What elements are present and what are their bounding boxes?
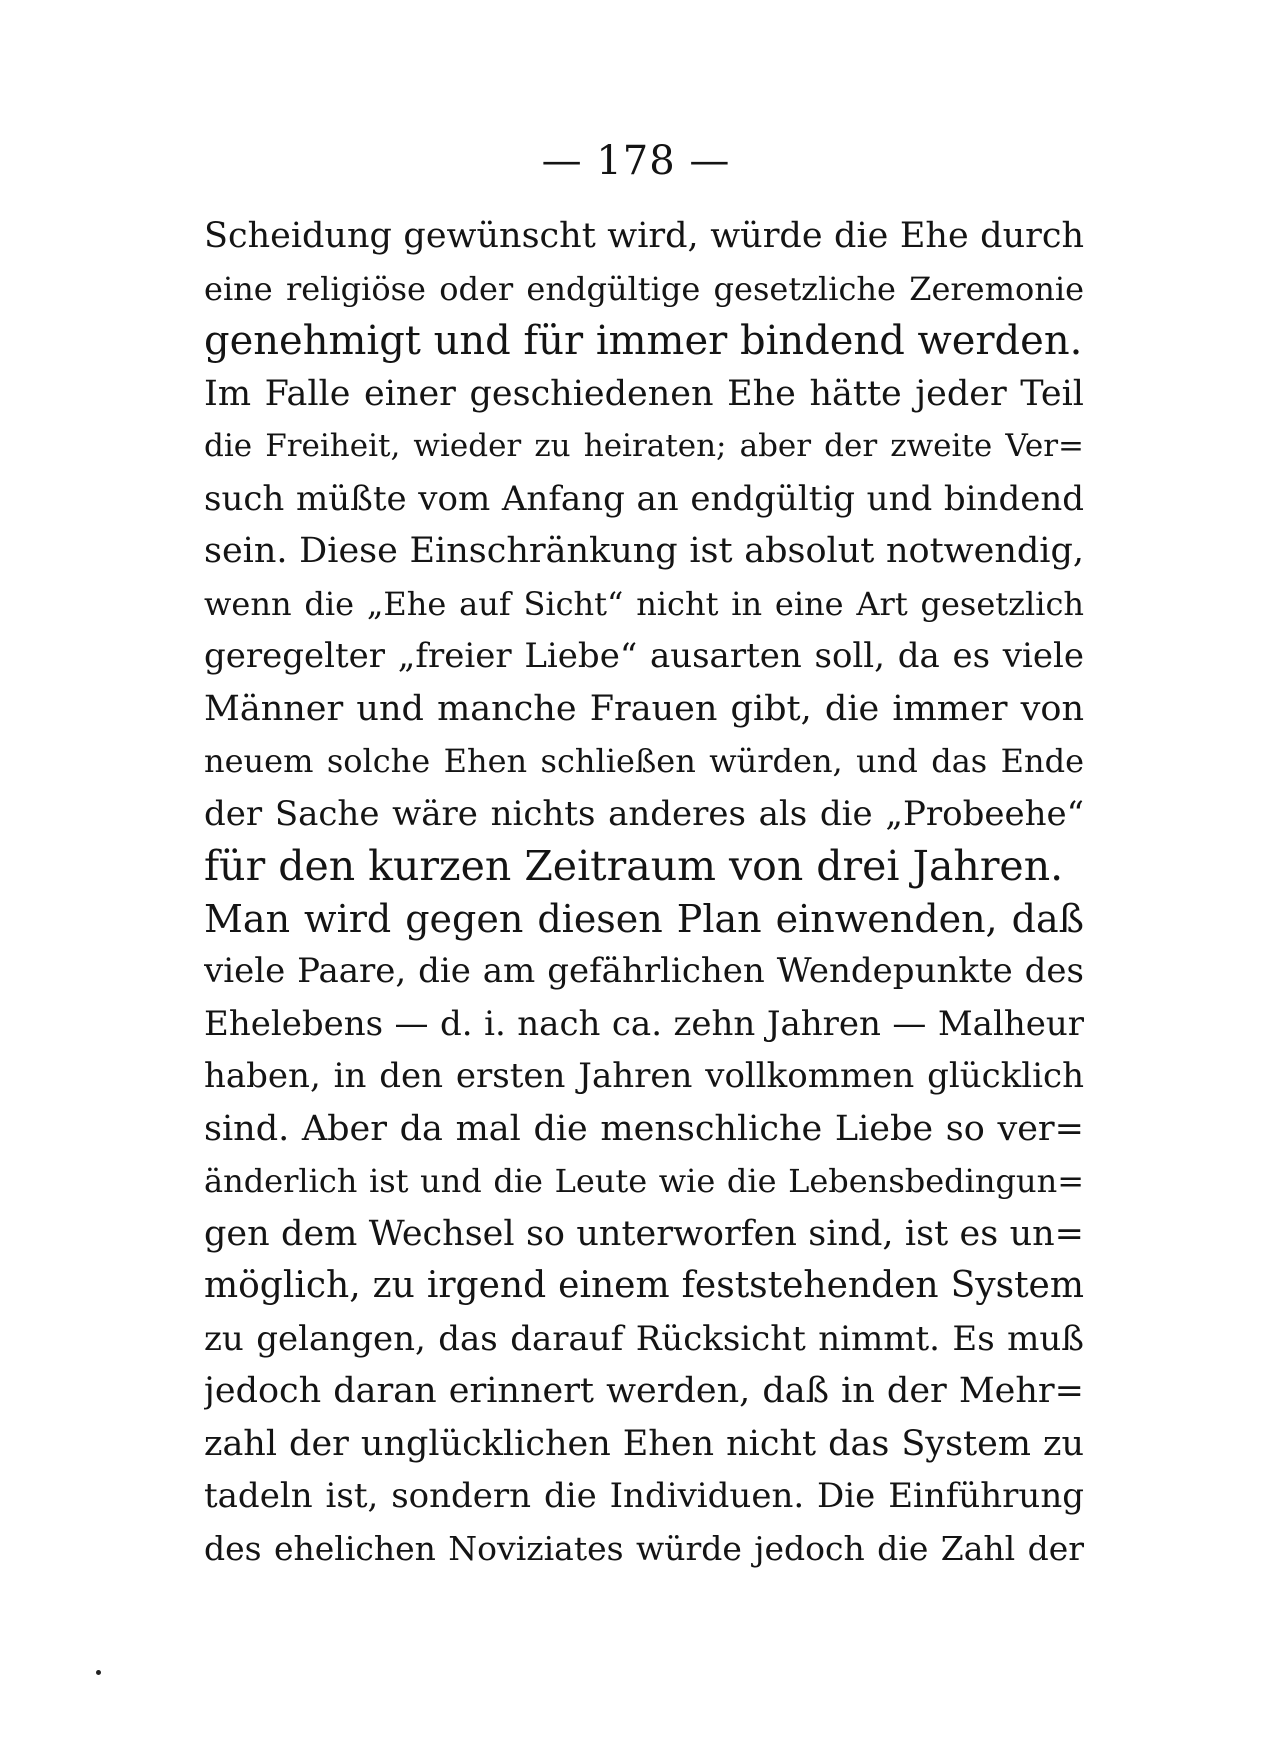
text-line: Man wird gegen diesen Plan einwenden, daß (204, 896, 1084, 941)
text-line: Scheidung gewünscht wird, würde die Ehe durch (204, 216, 1084, 256)
text-line: haben, in den ersten Jahren vollkommen glücklich (204, 1056, 1084, 1096)
text-line: zu gelangen, das darauf Rücksicht nimmt. Es muß (204, 1318, 1084, 1359)
text-line: der Sache wäre nichts anderes als die „Probeehe“ (204, 793, 1084, 834)
text-line: eine religiöse oder endgültige gesetzliche Zeremonie (204, 269, 1084, 308)
text-line: sein. Diese Einschränkung ist absolut notwendig, (204, 531, 1084, 571)
text-line: such müßte vom Anfang an endgültig und bindend (204, 478, 1084, 519)
text-line: zahl der unglücklichen Ehen nicht das System zu (204, 1423, 1084, 1464)
page-number: — 178 — (541, 138, 731, 184)
text-line: möglich, zu irgend einem feststehenden System (204, 1265, 1084, 1306)
text-line: neuem solche Ehen schließen würden, und das Ende (204, 742, 1084, 780)
text-line: sind. Aber da mal die menschliche Liebe so ver= (204, 1108, 1084, 1149)
text-line: änderlich ist und die Leute wie die Lebensbedingun= (204, 1162, 1084, 1200)
body-text (204, 210, 1084, 1575)
text-line: für den kurzen Zeitraum von drei Jahren. (204, 842, 1064, 890)
text-line: gen dem Wechsel so unterworfen sind, ist es un= (204, 1213, 1084, 1254)
text-line: die Freiheit, wieder zu heiraten; aber der zweite Ver= (204, 428, 1084, 464)
text-line: geregelter „freier Liebe“ ausarten soll, da es viele (204, 636, 1084, 676)
text-line: des ehelichen Noviziates würde jedoch die Zahl der (204, 1528, 1084, 1568)
text-line: Im Falle einer geschiedenen Ehe hätte jeder Teil (204, 373, 1084, 414)
margin-speck (96, 1670, 101, 1675)
text-line: tadeln ist, sondern die Individuen. Die Einführung (204, 1476, 1084, 1516)
text-line: Männer und manche Frauen gibt, die immer von (204, 688, 1084, 729)
text-line: genehmigt und für immer bindend werden. (204, 318, 1083, 364)
text-line: jedoch daran erinnert werden, daß in der Mehr= (204, 1371, 1084, 1411)
text-line: Ehelebens — d. i. nach ca. zehn Jahren — Malheur (204, 1003, 1084, 1044)
text-line: wenn die „Ehe auf Sicht“ nicht in eine Art gesetzlich (204, 584, 1084, 623)
text-line: viele Paare, die am gefährlichen Wendepunkte des (204, 951, 1084, 991)
